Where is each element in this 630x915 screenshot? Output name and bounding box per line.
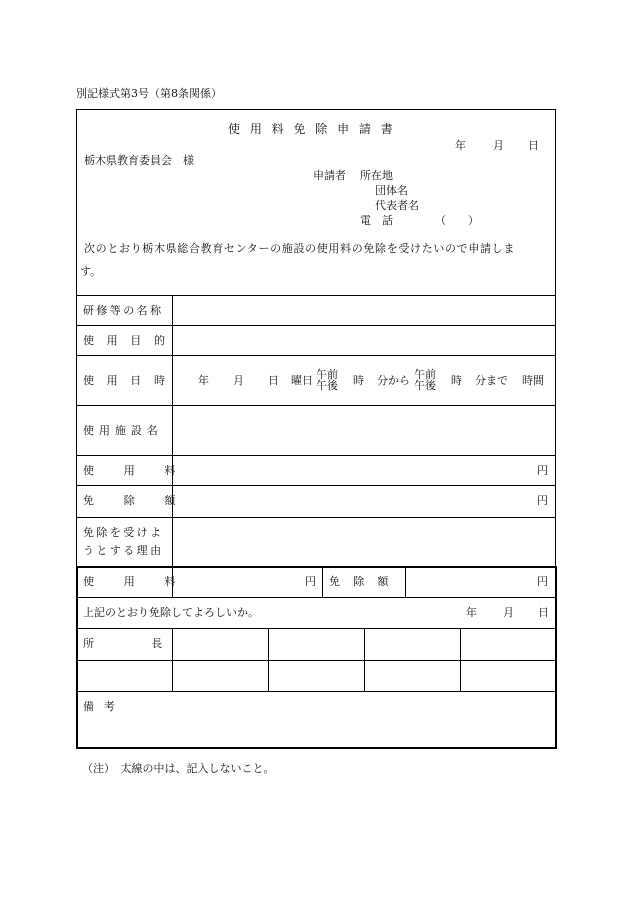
- date-day: 日: [528, 139, 539, 152]
- applicant-address: 所在地: [360, 169, 393, 182]
- body-text-cont: す。: [80, 265, 102, 278]
- applicant-organization: 団体名: [375, 184, 408, 197]
- dt-weekday: 曜日: [291, 374, 313, 387]
- body-text: 次のとおり栃木県総合教育センターの施設の使用料の免除を受けたいので申請しま: [84, 242, 515, 255]
- approval-month: 月: [503, 606, 514, 619]
- office-fee-yen: 円: [305, 575, 316, 588]
- approval-text: 上記のとおり免除してよろしいか。: [83, 606, 259, 619]
- reason-label: 免除を受けよ: [83, 526, 164, 539]
- exemption-yen: 円: [537, 494, 548, 507]
- office-exemption-label: 免除額: [329, 575, 402, 588]
- facility-label: 使用施設名: [83, 424, 163, 437]
- dt-ampm-end: 午前 午後: [414, 368, 436, 392]
- applicant-representative: 代表者名: [375, 199, 419, 212]
- dt-month: 月: [233, 374, 244, 387]
- applicant-label: 申請者: [313, 169, 346, 182]
- exemption-label: 免除額: [83, 494, 206, 507]
- training-name-label: 研修等の名称: [83, 304, 164, 317]
- datetime-label: 使用日時: [83, 374, 178, 387]
- dt-hour-end: 時: [451, 374, 462, 387]
- date-month: 月: [493, 139, 504, 152]
- reason-label-cont: うとする理由: [83, 544, 164, 557]
- form-number: 別記様式第3号（第8条関係）: [76, 87, 222, 100]
- dt-from: 分から: [377, 374, 410, 387]
- dt-hours: 時間: [522, 374, 544, 387]
- form-title: 使 用 料 免 除 申 請 書: [228, 122, 396, 136]
- dt-year: 年: [198, 374, 209, 387]
- director-label: 所長: [83, 637, 220, 650]
- applicant-phone-paren: （ ）: [435, 214, 479, 227]
- addressee: 栃木県教育委員会 様: [84, 154, 194, 167]
- purpose-label: 使用目的: [83, 334, 178, 347]
- approval-day: 日: [538, 606, 549, 619]
- footnote: （注） 太線の中は、記入しないこと。: [82, 762, 275, 775]
- date-year: 年: [455, 139, 466, 152]
- remarks-label: 備考: [83, 700, 125, 713]
- office-exemption-yen: 円: [537, 575, 548, 588]
- dt-to: 分まで: [475, 374, 508, 387]
- fee-label: 使用料: [83, 464, 206, 477]
- fee-yen: 円: [537, 464, 548, 477]
- approval-year: 年: [466, 606, 477, 619]
- office-use-box: [76, 566, 557, 749]
- dt-day: 日: [268, 374, 279, 387]
- applicant-phone: 電 話: [360, 214, 393, 227]
- office-fee-label: 使用料: [83, 575, 206, 588]
- dt-hour-start: 時: [353, 374, 364, 387]
- dt-ampm-start: 午前 午後: [316, 368, 338, 392]
